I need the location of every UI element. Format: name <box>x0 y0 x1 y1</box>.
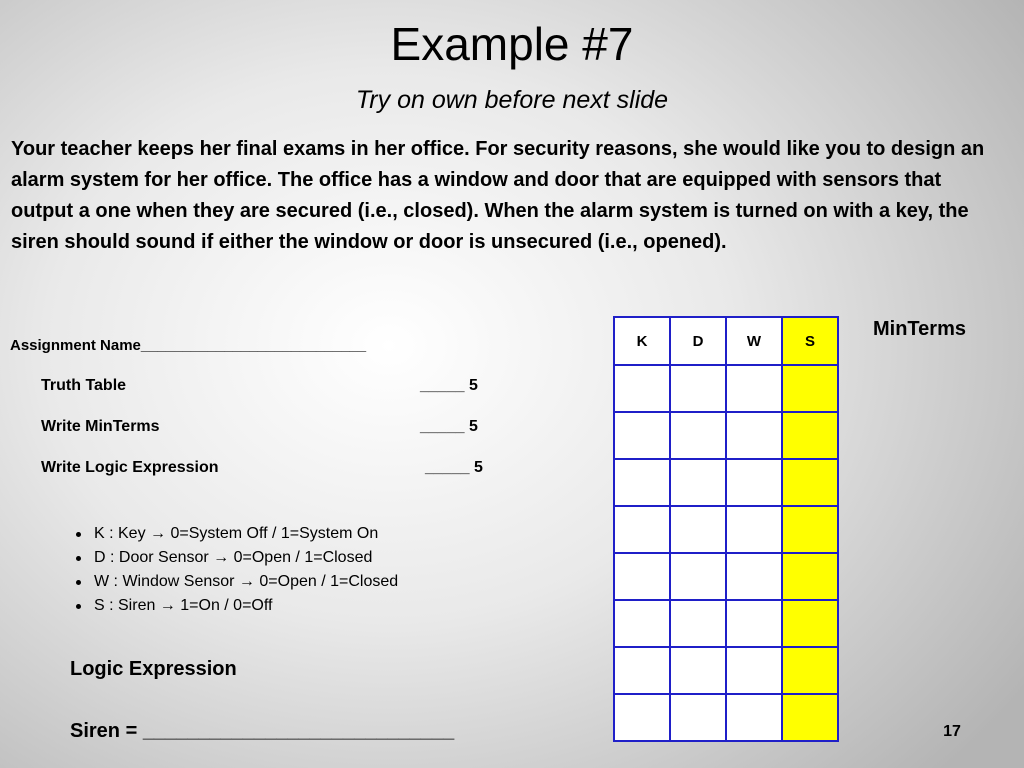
cell-s[interactable] <box>782 647 838 694</box>
legend-item-key: K : Key → 0=System Off / 1=System On <box>72 522 398 546</box>
truth-table-row <box>614 553 838 600</box>
cell-k[interactable] <box>614 506 670 553</box>
task-write-logic-expression <box>41 458 483 478</box>
cell-s[interactable] <box>782 506 838 553</box>
cell-d[interactable] <box>670 459 726 506</box>
truth-table <box>613 316 839 742</box>
cell-d[interactable] <box>670 412 726 459</box>
cell-k[interactable] <box>614 412 670 459</box>
cell-k[interactable] <box>614 365 670 412</box>
header-w: W <box>726 317 782 365</box>
legend-item-door-sensor: D : Door Sensor → 0=Open / 1=Closed <box>72 546 398 570</box>
truth-table-row <box>614 600 838 647</box>
task-label: Truth Table <box>41 377 127 394</box>
truth-table-row <box>614 694 838 741</box>
truth-table-body <box>614 365 838 741</box>
task-score-blank: _____ 5 <box>420 377 478 394</box>
truth-table-row <box>614 647 838 694</box>
slide-title: Example #7 <box>390 18 634 70</box>
cell-w[interactable] <box>726 506 782 553</box>
task-write-minterms <box>41 417 478 437</box>
variable-legend <box>72 522 398 618</box>
cell-s[interactable] <box>782 600 838 647</box>
cell-w[interactable] <box>726 694 782 741</box>
cell-d[interactable] <box>670 647 726 694</box>
task-score-blank: _____ 5 <box>420 418 478 435</box>
cell-w[interactable] <box>726 365 782 412</box>
assignment-name-line: Assignment Name___________________________ <box>10 337 367 354</box>
cell-d[interactable] <box>670 600 726 647</box>
cell-s[interactable] <box>782 694 838 741</box>
cell-d[interactable] <box>670 694 726 741</box>
task-label: Write MinTerms <box>41 418 160 435</box>
cell-s[interactable] <box>782 365 838 412</box>
task-score-blank: _____ 5 <box>425 459 483 476</box>
cell-k[interactable] <box>614 647 670 694</box>
truth-table-row <box>614 506 838 553</box>
cell-w[interactable] <box>726 600 782 647</box>
cell-w[interactable] <box>726 459 782 506</box>
header-d: D <box>670 317 726 365</box>
logic-expression-heading: Logic Expression <box>70 658 237 680</box>
cell-k[interactable] <box>614 553 670 600</box>
cell-d[interactable] <box>670 506 726 553</box>
cell-w[interactable] <box>726 647 782 694</box>
header-k: K <box>614 317 670 365</box>
cell-s[interactable] <box>782 412 838 459</box>
task-label: Write Logic Expression <box>41 459 219 476</box>
problem-statement: Your teacher keeps her final exams in her office. For security reasons, she would like you to design an alarm system for her office. The office has a window and door that are equipped with sensors that output a one when they are secured (i.e., closed). When the alarm system is turned on with a key, the siren should sound if either the window or door is unsecured (i.e., opened). <box>11 138 985 253</box>
cell-s[interactable] <box>782 553 838 600</box>
truth-table-row <box>614 365 838 412</box>
truth-table-row <box>614 412 838 459</box>
cell-k[interactable] <box>614 694 670 741</box>
cell-d[interactable] <box>670 365 726 412</box>
cell-w[interactable] <box>726 553 782 600</box>
minterms-label: MinTerms <box>873 318 966 340</box>
cell-k[interactable] <box>614 459 670 506</box>
task-truth-table <box>41 376 478 396</box>
cell-s[interactable] <box>782 459 838 506</box>
cell-w[interactable] <box>726 412 782 459</box>
cell-k[interactable] <box>614 600 670 647</box>
slide-subtitle: Try on own before next slide <box>355 86 669 114</box>
cell-d[interactable] <box>670 553 726 600</box>
page-number: 17 <box>943 723 961 740</box>
truth-table-header-row <box>614 317 838 365</box>
siren-expression-line: Siren = ____________________________ <box>70 720 455 742</box>
legend-item-siren: S : Siren → 1=On / 0=Off <box>72 594 398 618</box>
truth-table-row <box>614 459 838 506</box>
legend-item-window-sensor: W : Window Sensor → 0=Open / 1=Closed <box>72 570 398 594</box>
header-s: S <box>782 317 838 365</box>
